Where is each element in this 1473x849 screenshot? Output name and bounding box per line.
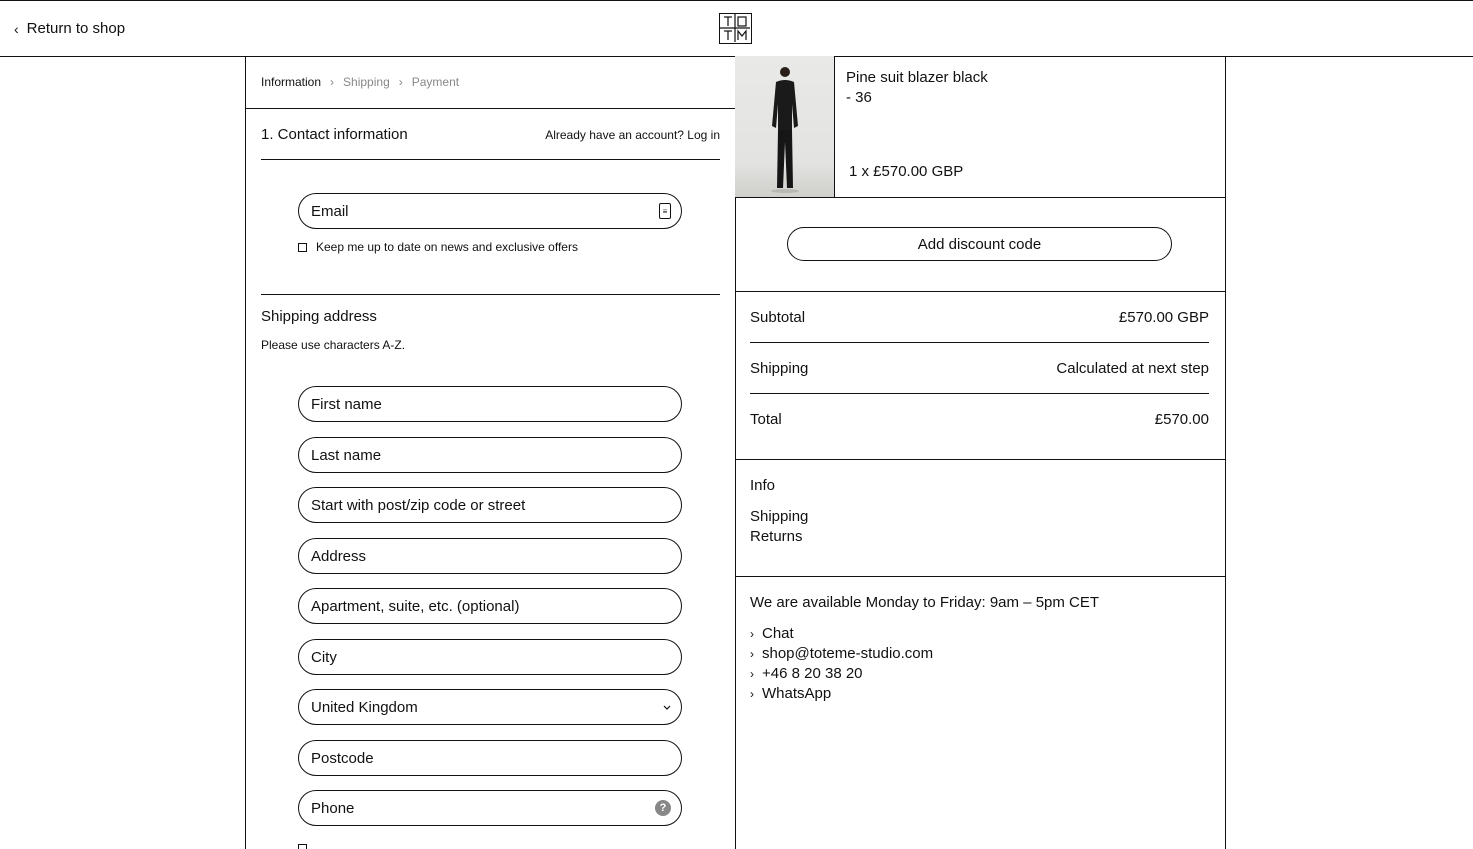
subtotal-value: £570.00 GBP: [1118, 309, 1209, 326]
divider: [735, 291, 1225, 292]
shipping-value: Calculated at next step: [1056, 360, 1209, 377]
help-icon[interactable]: ?: [655, 800, 671, 816]
subtotal-row: [750, 309, 1209, 326]
chevron-right-icon: ›: [750, 626, 754, 641]
support-email: shop@toteme-studio.com: [762, 645, 934, 662]
breadcrumb: [246, 56, 736, 109]
newsletter-checkbox[interactable]: [298, 243, 307, 252]
save-info-checkbox[interactable]: [298, 844, 307, 849]
product-title: Pine suit blazer black: [846, 69, 988, 86]
newsletter-label: Keep me up to date on news and exclusive offers: [316, 240, 578, 254]
add-discount-button[interactable]: Add discount code: [787, 227, 1172, 261]
newsletter-option[interactable]: [298, 240, 578, 254]
shipping-label: Shipping: [750, 360, 809, 377]
info-title: Info: [750, 477, 776, 494]
last-name-placeholder: Last name: [311, 446, 382, 464]
chevron-right-icon: ›: [750, 686, 754, 701]
logo-monogram-icon: [720, 14, 750, 42]
contact-header: [261, 126, 720, 143]
divider: [261, 159, 720, 160]
checkout-form-column: [245, 56, 736, 849]
whatsapp-label: WhatsApp: [762, 685, 832, 702]
breadcrumb-shipping[interactable]: Shipping: [343, 75, 390, 89]
breadcrumb-chevron-icon: ›: [398, 75, 403, 89]
chevron-right-icon: ›: [750, 646, 754, 661]
apartment-placeholder: Apartment, suite, etc. (optional): [311, 597, 520, 615]
save-info-option[interactable]: [298, 844, 307, 849]
support-hours: We are available Monday to Friday: 9am – 5pm CET: [750, 594, 1100, 611]
support-phone: +46 8 20 38 20: [762, 665, 863, 682]
order-summary-column: [735, 56, 1226, 849]
login-link[interactable]: Already have an account? Log in: [545, 128, 720, 142]
first-name-placeholder: First name: [311, 395, 382, 413]
product-name: [846, 68, 1006, 108]
product-price: 1 x £570.00 GBP: [849, 163, 964, 180]
total-row: [750, 411, 1209, 428]
address-lookup-placeholder: Start with post/zip code or street: [311, 496, 526, 514]
divider: [735, 459, 1225, 460]
chat-label: Chat: [762, 625, 794, 642]
first-name-field[interactable]: [298, 386, 682, 422]
divider: [735, 197, 1225, 198]
address-lookup-field[interactable]: [298, 487, 682, 523]
breadcrumb-chevron-icon: ›: [330, 75, 335, 89]
apartment-field[interactable]: [298, 588, 682, 624]
phone-support-link[interactable]: [750, 665, 863, 682]
info-shipping-link[interactable]: Shipping: [750, 508, 809, 525]
breadcrumb-information[interactable]: Information: [261, 75, 322, 89]
return-label: Return to shop: [26, 20, 126, 37]
character-note: Please use characters A-Z.: [261, 338, 406, 352]
chevron-right-icon: ›: [750, 666, 754, 681]
address-field[interactable]: [298, 538, 682, 574]
shipping-address-title: Shipping address: [261, 308, 377, 325]
email-placeholder: Email: [311, 202, 349, 220]
postcode-placeholder: Postcode: [311, 749, 374, 767]
return-to-shop-link[interactable]: [14, 20, 125, 37]
contact-card-icon: ≡: [659, 203, 671, 219]
top-bar: [0, 0, 1473, 57]
divider: [261, 294, 720, 295]
postcode-field[interactable]: [298, 740, 682, 776]
email-field[interactable]: [298, 193, 682, 229]
brand-logo[interactable]: [719, 13, 752, 44]
divider: [750, 393, 1209, 394]
last-name-field[interactable]: [298, 437, 682, 473]
chevron-down-icon: [663, 700, 671, 714]
phone-field[interactable]: [298, 790, 682, 826]
subtotal-label: Subtotal: [750, 309, 806, 326]
address-placeholder: Address: [311, 547, 367, 565]
info-returns-link[interactable]: Returns: [750, 528, 803, 545]
phone-placeholder: Phone: [311, 799, 355, 817]
breadcrumb-payment[interactable]: Payment: [411, 75, 460, 89]
whatsapp-link[interactable]: [750, 685, 831, 702]
model-figure-icon: [768, 64, 802, 194]
total-value: £570.00: [1154, 411, 1209, 428]
shipping-row: [750, 360, 1209, 377]
divider: [735, 576, 1225, 577]
country-value: United Kingdom: [311, 698, 418, 716]
total-label: Total: [750, 411, 782, 428]
divider: [750, 342, 1209, 343]
product-variant: - 36: [846, 89, 872, 106]
chevron-left-icon: ‹: [14, 20, 19, 37]
contact-title: 1. Contact information: [261, 126, 408, 143]
city-placeholder: City: [311, 648, 337, 666]
product-image: [735, 56, 835, 197]
country-select[interactable]: [298, 689, 682, 725]
city-field[interactable]: [298, 639, 682, 675]
email-support-link[interactable]: [750, 645, 933, 662]
chat-link[interactable]: [750, 625, 794, 642]
